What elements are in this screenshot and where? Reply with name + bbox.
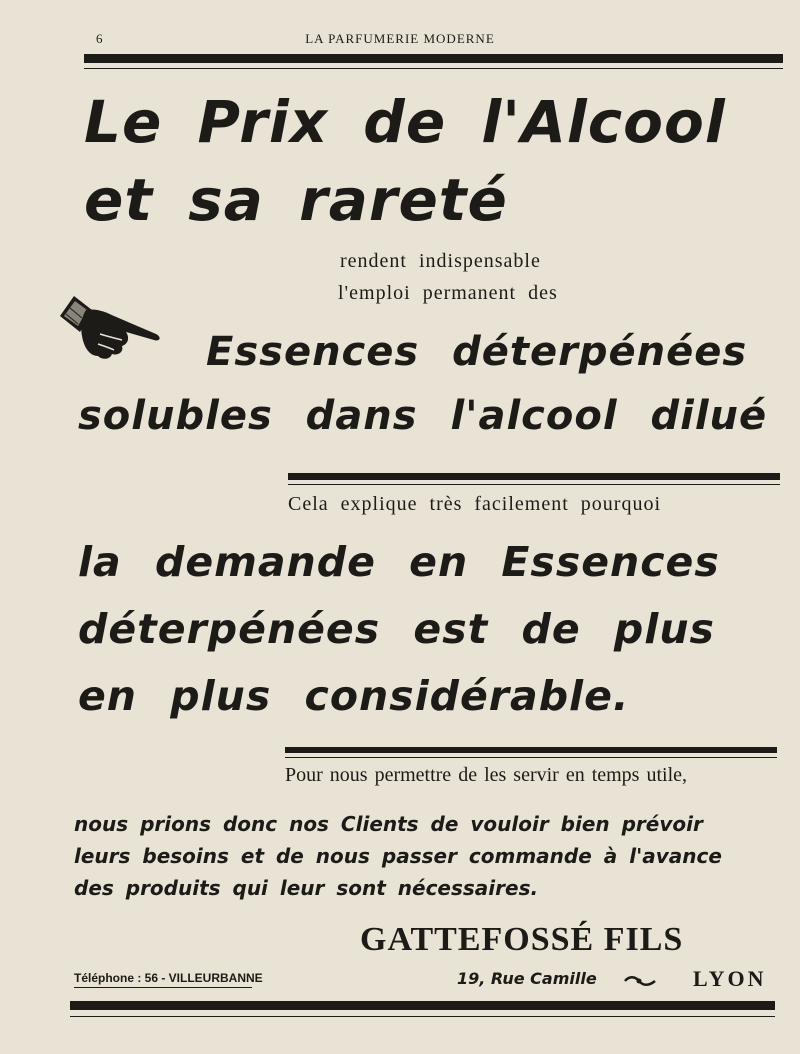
company-name: GATTEFOSSÉ FILS (360, 921, 684, 958)
running-title: LA PARFUMERIE MODERNE (305, 31, 495, 46)
request-line-2: leurs besoins et de nous passer commande à l'avance (74, 844, 722, 868)
pointing-hand-icon (56, 290, 168, 362)
section-rule-1-thin (288, 484, 780, 485)
explain-text: Cela explique très facilement pourquoi (288, 493, 662, 515)
section-rule-2 (285, 747, 777, 753)
section-rule-2-thin (285, 757, 777, 758)
headline-line-2: et sa rareté (84, 166, 508, 234)
product-line-2: solubles dans l'alcool dilué (78, 393, 768, 439)
top-rule-thin (84, 68, 783, 69)
address: 19, Rue Camille (457, 969, 597, 988)
demand-line-2: déterpénées est de plus (78, 605, 715, 653)
telephone: Téléphone : 56 - VILLEURBANNE (74, 971, 263, 985)
section-rule-1 (288, 473, 780, 480)
city: LYON (693, 966, 767, 991)
demand-line-1: la demande en Essences (78, 538, 720, 586)
top-rule (84, 54, 783, 63)
bottom-rule (70, 1001, 775, 1010)
bottom-rule-thin (70, 1016, 775, 1017)
headline-line-1: Le Prix de l'Alcool (84, 88, 726, 156)
request-line-1: nous prions donc nos Clients de vouloir bien prévoir (74, 812, 703, 836)
product-line-1: Essences déterpénées (206, 329, 748, 375)
request-line-3: des produits qui leur sont nécessaires. (74, 876, 539, 900)
demand-line-3: en plus considérable. (78, 672, 630, 720)
intro-line-2: l'emploi permanent des (338, 282, 558, 304)
telephone-underline (74, 987, 252, 988)
page-number: 6 (96, 31, 103, 46)
request-intro: Pour nous permettre de les servir en temps utile, (285, 764, 688, 786)
fleuron-icon (623, 974, 657, 988)
intro-line-1: rendent indispensable (340, 250, 541, 272)
